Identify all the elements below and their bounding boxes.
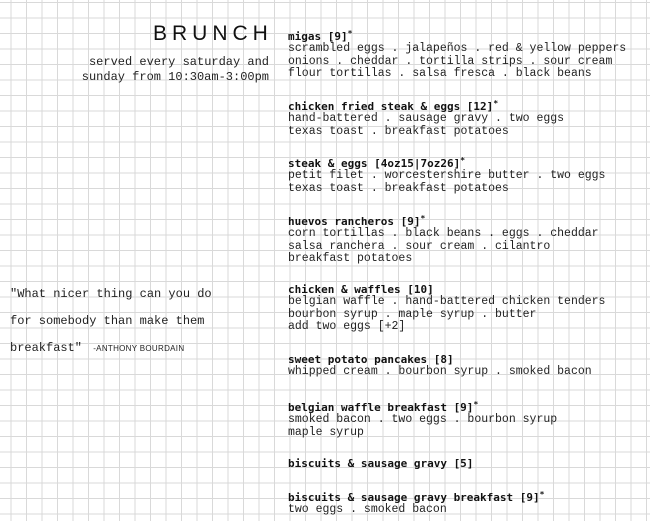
menu-item-chicken-fried-steak: [288, 97, 564, 138]
menu-item-desc: hand-battered . sausage gravy . two eggs: [288, 112, 565, 125]
serving-hours: [82, 55, 269, 85]
menu-item-desc: whipped cream . bourbon syrup . smoked bacon: [288, 365, 592, 378]
menu-item-belgian-waffle-breakfast: [288, 398, 557, 439]
menu-item-name-text: steak & eggs [4oz15|7oz26]: [288, 157, 461, 170]
menu-item-name-text: huevos rancheros [9]: [288, 215, 421, 228]
menu-item-name: [288, 154, 605, 170]
menu-item-name: chicken & waffles [10]: [288, 283, 434, 296]
menu-item-desc: belgian waffle . hand-battered chicken tenders: [288, 295, 606, 308]
menu-item-name: [288, 27, 626, 43]
menu-item-name-text: belgian waffle breakfast [9]: [288, 401, 474, 414]
menu-item-biscuits-gravy: [288, 457, 473, 470]
menu-item-chicken-waffles: [288, 283, 605, 334]
menu-item-desc: two eggs . smoked bacon: [288, 503, 447, 516]
menu-item-name: [288, 97, 564, 113]
menu-item-name: [288, 488, 545, 504]
quote-attribution: -ANTHONY BOURDAIN: [93, 344, 185, 353]
menu-item-desc: maple syrup: [288, 425, 364, 439]
menu-item-biscuits-gravy-breakfast: [288, 488, 545, 517]
quote-line: "What nicer thing can you do: [10, 287, 212, 301]
menu-item-star: *: [539, 490, 545, 499]
menu-item-huevos-rancheros: [288, 212, 599, 266]
menu-item-steak-eggs: [288, 154, 605, 195]
serving-hours-line: served every saturday and: [88, 55, 269, 69]
menu-item-star: *: [460, 156, 466, 165]
quote-block: [10, 287, 212, 368]
serving-hours-line: sunday from 10:30am-3:00pm: [81, 70, 269, 84]
menu-item-name-text: chicken fried steak & eggs [12]: [288, 100, 494, 113]
menu-item-name: [288, 398, 557, 414]
menu-item-name: biscuits & sausage gravy [5]: [288, 457, 474, 470]
menu-item-sweet-potato-pancakes: [288, 353, 592, 379]
menu-item-name-text: biscuits & sausage gravy breakfast [9]: [288, 491, 540, 504]
menu-item-migas: [288, 27, 626, 81]
menu-item-desc: scrambled eggs . jalapeños . red & yellow peppers: [288, 42, 627, 55]
menu-item-name: sweet potato pancakes [8]: [288, 353, 454, 366]
menu-item-desc: corn tortillas . black beans . eggs . cheddar: [288, 227, 599, 240]
menu-item-desc: texas toast . breakfast potatoes: [288, 181, 509, 195]
menu-item-name-text: migas [9]: [288, 30, 348, 43]
menu-item-desc: add two eggs [+2]: [288, 320, 406, 334]
menu-item-name: [288, 212, 599, 228]
quote-text: breakfast": [10, 341, 83, 355]
menu-item-desc: texas toast . breakfast potatoes: [288, 124, 509, 138]
menu-item-star: *: [347, 29, 353, 38]
menu-item-star: *: [473, 400, 479, 409]
menu-item-desc: flour tortillas . salsa fresca . black beans: [288, 67, 592, 81]
menu-item-desc: bourbon syrup . maple syrup . butter: [288, 307, 537, 321]
menu-item-desc: breakfast potatoes: [288, 252, 413, 266]
quote-line: [10, 341, 212, 368]
menu-title: BRUNCH: [153, 22, 273, 45]
menu-item-desc: salsa ranchera . sour cream . cilantro: [288, 239, 551, 253]
menu-item-star: *: [420, 214, 426, 223]
menu-item-desc: smoked bacon . two eggs . bourbon syrup: [288, 413, 558, 426]
quote-line: for somebody than make them: [10, 314, 205, 328]
menu-item-desc: petit filet . worcestershire butter . two eggs: [288, 169, 606, 182]
menu-item-star: *: [493, 99, 499, 108]
menu-item-desc: onions . cheddar . tortilla strips . sour cream: [288, 54, 613, 68]
